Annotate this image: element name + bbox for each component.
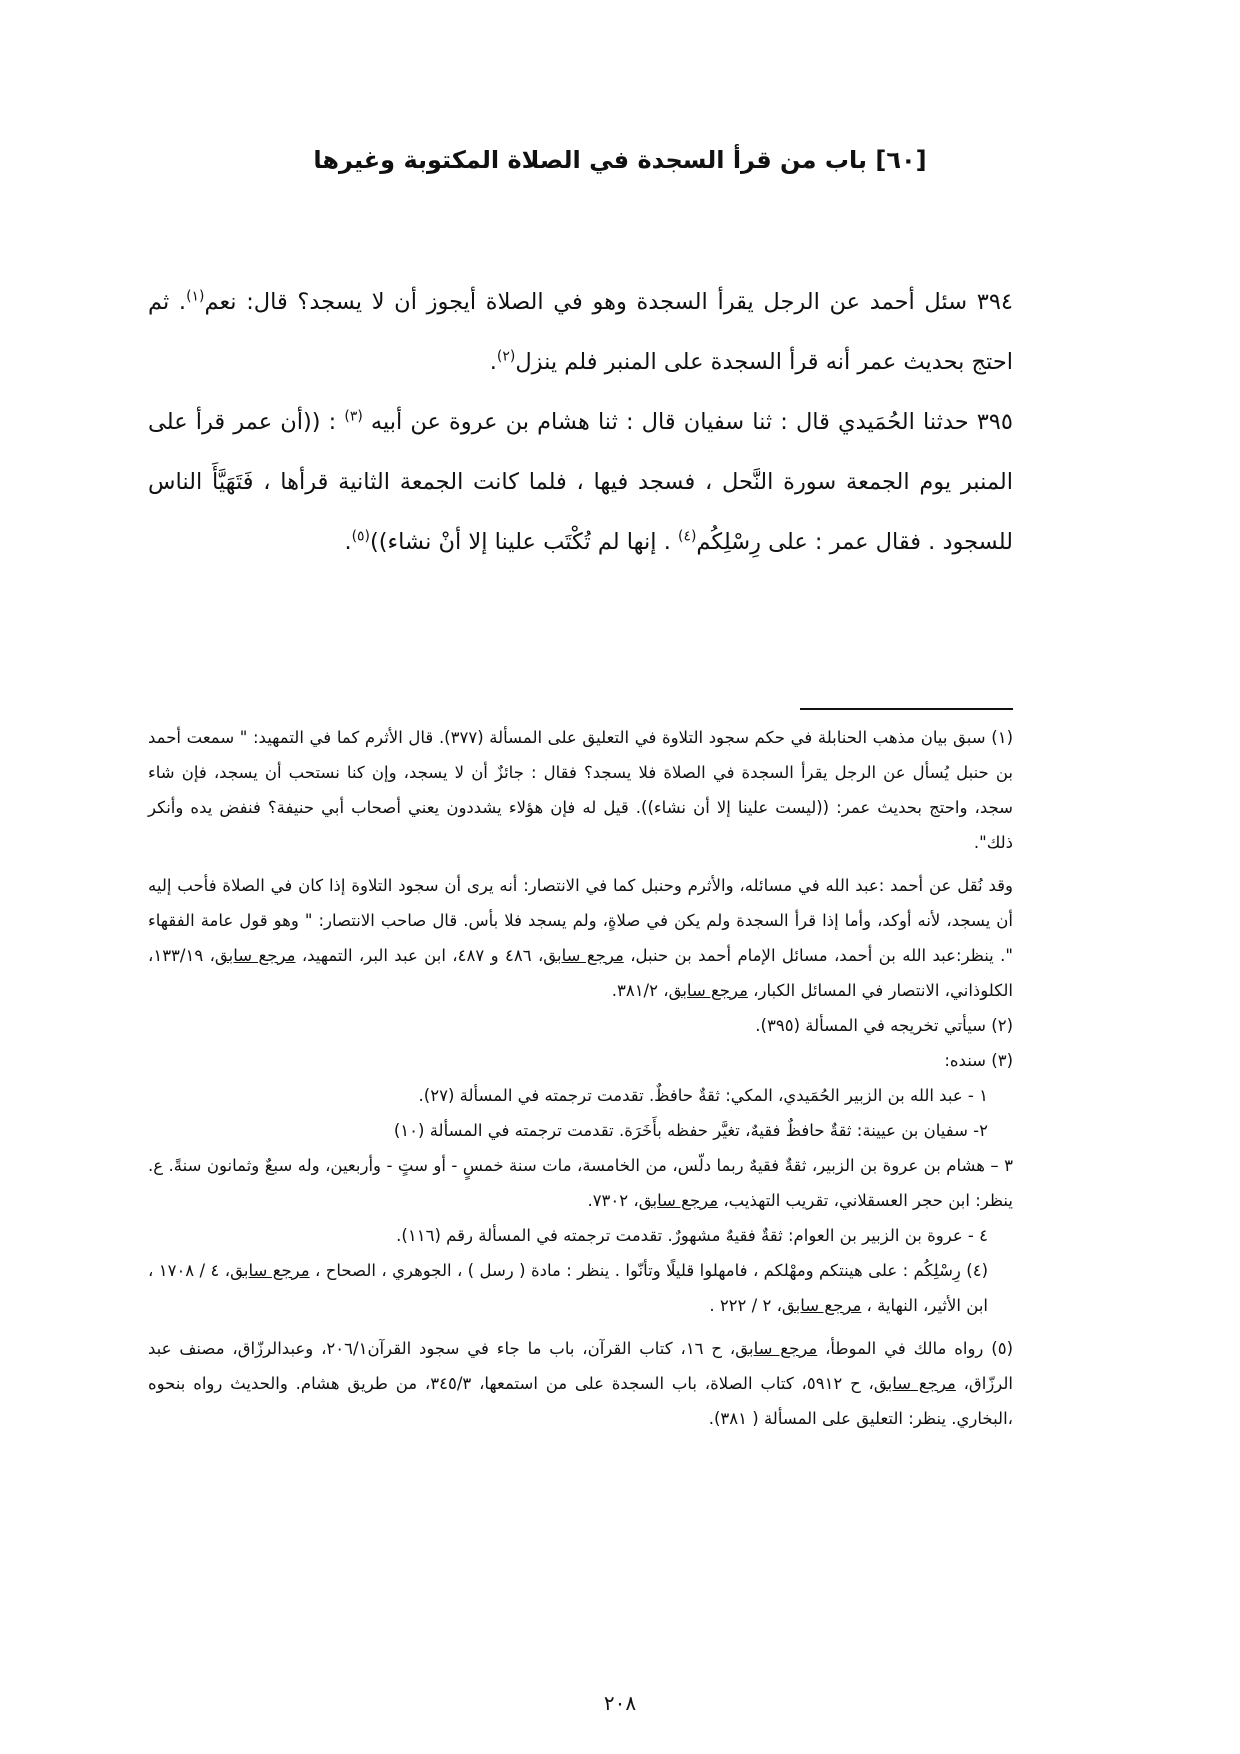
- footnote-4-text-a: (٤) رِسْلِكُم : على هينتكم ومهْلكم ، فامهلوا قليلًا وتأنّوا . ينظر : مادة ( رسل ) ، الجوهري ، الصحاح ،: [309, 1261, 988, 1280]
- page-number: ٢٠٨: [603, 1691, 637, 1715]
- footnote-3-narrator-2: ٢- سفيان بن عيينة: ثقةٌ حافظٌ فقيهٌ، تغيَّر حفظه بأَخَرَة. تقدمت ترجمته في المسألة (١٠): [393, 1121, 988, 1140]
- footnote-4: [148, 1253, 1013, 1323]
- footnote-5-text-a: (٥) رواه مالك في الموطأ،: [817, 1339, 1013, 1358]
- footnote-ref-4: (٤): [678, 528, 697, 545]
- footnotes: [148, 720, 1013, 1436]
- issue-394-text-c: .: [489, 349, 497, 375]
- footnote-separator: [800, 708, 1013, 710]
- footnote-3-narrator-3-text-b: ، ٧٣٠٢.: [587, 1191, 639, 1210]
- reference-link: مرجع سابق: [214, 946, 296, 965]
- reference-link: مرجع سابق: [781, 1296, 862, 1315]
- reference-link: مرجع سابق: [873, 1374, 956, 1393]
- footnote-3-narrator-3-text-a: ٣ – هشام بن عروة بن الزبير، ثقةٌ فقيهٌ ربما دلّس، من الخامسة، مات سنة خمسٍ - أو ستٍ - وأربعين، وله سبعٌ وثمانون سنةً. ع. ينظر: ابن حجر العسقلاني، تقريب التهذيب،: [148, 1156, 1013, 1210]
- chapter-title: [٦٠] باب من قرأ السجدة في الصلاة المكتوبة وغيرها: [313, 146, 927, 174]
- footnote-ref-1: (١): [186, 288, 205, 305]
- footnote-5-text-c: ، ح ٥٩١٢، كتاب الصلاة، باب السجدة على من استمعها، ٣٤٥/٣، من طريق هشام. والحديث رواه بنحوه ،البخاري. ينظر: التعليق على المسألة ( ٣٨١).: [148, 1374, 1013, 1428]
- reference-link: مرجع سابق: [668, 981, 748, 1000]
- footnote-4-text-c: ، ٢ / ٢٢٢ .: [709, 1296, 782, 1315]
- issue-395-text-c: . إنها لم تُكْتَب علينا إلا أنْ نشاء)): [370, 529, 679, 555]
- issue-394-text-b: . ثم احتج بحديث عمر أنه قرأ السجدة على المنبر فلم ينزل: [148, 289, 1013, 375]
- footnote-3-narrator-3: [148, 1148, 1013, 1218]
- reference-link: مرجع سابق: [230, 1261, 310, 1280]
- issue-394: [148, 272, 1013, 392]
- footnote-ref-2: (٢): [496, 348, 516, 365]
- footnote-1-text-a: وقد نُقل عن أحمد :عبد الله في مسائله، والأثرم وحنبل كما في الانتصار: أنه يرى أن سجود التلاوة إذا كان في الصلاة فأحب إليه أن يسجد، لأنه أوكد، وأما إذا قرأ السجدة ولم يكن في صلاةٍ، ولم يسجد فلا بأس. قال صاحب الانتصار: " وهو قول عامة الفقهاء ". ينظر:عبد الله بن أحمد، مسائل الإمام أحمد بن حنبل،: [148, 876, 1013, 965]
- issue-395-text-a: ٣٩٥ حدثنا الحُمَيدي قال : ثنا سفيان قال : ثنا هشام بن عروة عن أبيه: [362, 409, 1013, 435]
- footnote-2: (٢) سيأتي تخريجه في المسألة (٣٩٥).: [755, 1016, 1013, 1035]
- footnote-1-text-b: ، ٤٨٦ و ٤٨٧، ابن عبد البر، التمهيد،: [295, 946, 544, 965]
- issue-395: [148, 392, 1013, 572]
- footnote-3-narrator-4: ٤ - عروة بن الزبير بن العوام: ثقةٌ فقيهٌ مشهورٌ. تقدمت ترجمته في المسألة رقم (١١٦).: [396, 1226, 988, 1245]
- footnote-1-text-c: ، ١٣٣/١٩، الكلوذاني، الانتصار في المسائل الكبار،: [148, 946, 1013, 1000]
- footnote-5: [148, 1331, 1013, 1436]
- footnote-1-paragraph-2: [148, 868, 1013, 1008]
- reference-link: مرجع سابق: [543, 946, 624, 965]
- footnote-5-text-b: ، ح ١٦، كتاب القرآن، باب ما جاء في سجود القرآن٢٠٦/١، وعبدالرزّاق، مصنف عبد الرزّاق،: [148, 1339, 1014, 1393]
- main-text: [148, 272, 1013, 572]
- reference-link: مرجع سابق: [735, 1339, 818, 1358]
- footnote-3-heading: (٣) سنده:: [944, 1051, 1013, 1070]
- issue-395-text-b: : ((أن عمر قرأ على المنبر يوم الجمعة سورة النَّحل ، فسجد فيها ، فلما كانت الجمعة الثانية قرأها ، فَتَهَيَّأَ الناس للسجود . فقال عمر : على رِسْلِكُم: [148, 409, 1013, 555]
- issue-395-text-d: .: [344, 529, 352, 555]
- footnote-4-text-b: ، ٤ / ١٧٠٨ ، ابن الأثير، النهاية ،: [148, 1261, 988, 1315]
- footnote-1-paragraph-1: (١) سبق بيان مذهب الحنابلة في حكم سجود التلاوة في التعليق على المسألة (٣٧٧). قال الأثرم كما في التمهيد: " سمعت أحمد بن حنبل يُسأل عن الرجل يقرأ السجدة في الصلاة فلا يسجد؟ فقال : جائزٌ أن لا يسجد، وإن كنا نستحب أن يسجد، فإن شاء سجد، واحتج بحديث عمر: ((ليست علينا إلا أن نشاء)). قيل له فإن هؤلاء يشددون يعني أصحاب أبي حنيفة؟ فنفض يده وأنكر ذلك".: [148, 728, 1013, 852]
- footnote-ref-3: (٣): [344, 408, 363, 425]
- issue-394-text-a: ٣٩٤ سئل أحمد عن الرجل يقرأ السجدة وهو في الصلاة أيجوز أن لا يسجد؟ قال: نعم: [204, 289, 1013, 315]
- footnote-ref-5: (٥): [351, 528, 370, 545]
- footnote-1-text-d: ، ٣٨١/٢.: [611, 981, 669, 1000]
- footnote-3-narrator-1: ١ - عبد الله بن الزبير الحُمَيدي، المكي: ثقةٌ حافظٌ. تقدمت ترجمته في المسألة (٢٧).: [418, 1086, 988, 1105]
- reference-link: مرجع سابق: [638, 1191, 719, 1210]
